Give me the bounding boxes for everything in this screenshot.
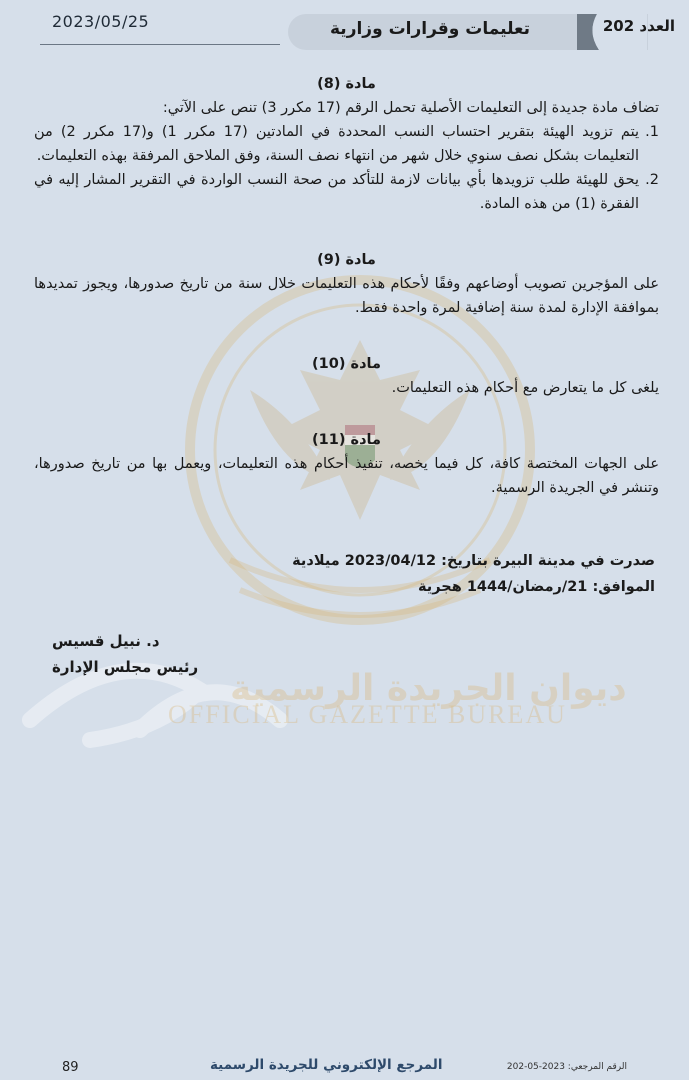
article-8-item [34, 120, 659, 168]
signature-block [52, 628, 198, 680]
article-9-heading: مادة (9) [317, 252, 376, 268]
item-number: 1. [645, 124, 659, 140]
signer-title: رئيس مجلس الإدارة [52, 658, 199, 676]
issued-date-gregorian: صدرت في مدينة البيرة بتاريخ: 2023/04/12 ميلادية [292, 553, 655, 569]
item-text: يتم تزويد الهيئة بتقرير احتساب النسب المحددة في المادتين (17 مكرر 1) و(17 مكرر 2) من التعليمات بشكل نصف سنوي خلال شهر من انتهاء نصف السنة، وفق الملاحق المرفقة بهذه التعليمات. [34, 124, 639, 164]
article-8-item [34, 168, 659, 216]
article-11-text: على الجهات المختصة كافة، كل فيما يخصه، تنفيذ أحكام هذه التعليمات، ويعمل بها من تاريخ صدورها، وتنشر في الجريدة الرسمية. [34, 456, 659, 496]
signer-name: د. نبيل قسيس [52, 632, 160, 650]
item-number: 2. [645, 172, 659, 188]
footer-publication: المرجع الإلكتروني للجريدة الرسمية [210, 1057, 443, 1073]
footer-reference: الرقم المرجعي: 2023-05-202 [506, 1062, 627, 1072]
issued-date-hijri: الموافق: 21/رمضان/1444 هجرية [418, 579, 655, 595]
issued-block [292, 548, 655, 600]
header-date: 2023/05/25 [52, 12, 150, 31]
article-11-heading: مادة (11) [312, 432, 381, 448]
header-divider [40, 44, 280, 45]
page-number: 89 [62, 1060, 79, 1075]
watermark-arabic-text: ديوان الجريدة الرسمية [230, 668, 627, 709]
header-title: تعليمات وقرارات وزارية [330, 19, 531, 39]
article-10-heading: مادة (10) [312, 356, 381, 372]
watermark-english-text: OFFICIAL GAZETTE BUREAU [168, 700, 567, 729]
article-8-heading: مادة (8) [317, 76, 376, 92]
item-text: يحق للهيئة طلب تزويدها بأي بيانات لازمة للتأكد من صحة النسب الواردة في التقرير المشار إليه في الفقرة (1) من هذه المادة. [34, 172, 639, 212]
issue-number: العدد 202 [602, 17, 675, 35]
article-8-intro: تضاف مادة جديدة إلى التعليمات الأصلية تحمل الرقم (17 مكرر 3) تنص على الآتي: [162, 100, 659, 116]
article-9-text: على المؤجرين تصويب أوضاعهم وفقًا لأحكام هذه التعليمات خلال سنة من تاريخ صدورها، ويجوز تمديدها بموافقة الإدارة لمدة سنة إضافية لمرة واحدة فقط. [34, 276, 659, 316]
article-10-text: يلغى كل ما يتعارض مع أحكام هذه التعليمات. [391, 380, 659, 396]
document-body [34, 72, 659, 500]
